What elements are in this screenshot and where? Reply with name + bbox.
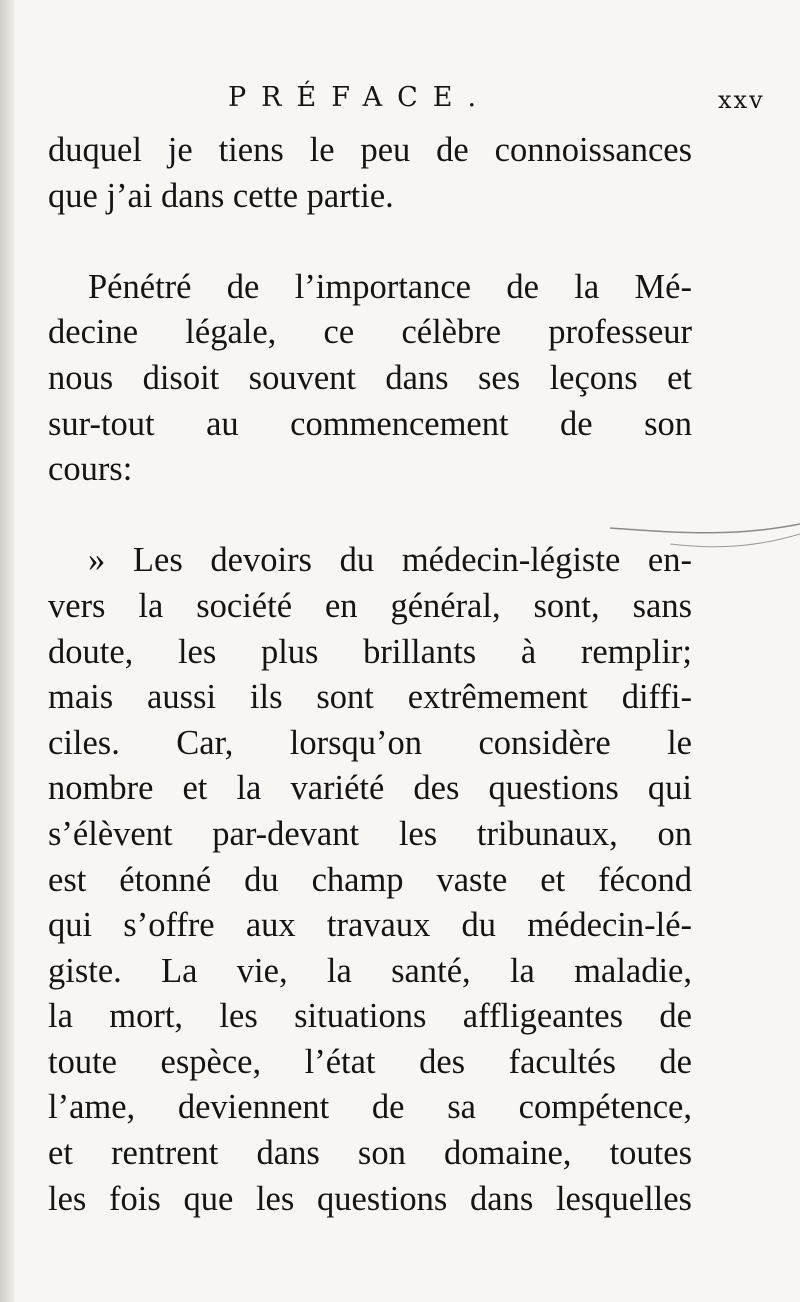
text-line: mais aussi ils sont extrêmement diffi-: [48, 678, 692, 717]
text-line: ciles. Car, lorsqu’on considère le: [48, 723, 692, 762]
body-text: [48, 128, 692, 1222]
text-line: que j’ai dans cette partie.: [48, 176, 394, 215]
text-line: nombre et la variété des questions qui: [48, 769, 692, 808]
text-line: toute espèce, l’état des facultés de: [48, 1042, 692, 1081]
text-line: cours:: [48, 450, 133, 489]
text-line: la mort, les situations affligeantes de: [48, 997, 692, 1036]
text-line: » Les devoirs du médecin-légiste en-: [88, 541, 692, 580]
text-line: giste. La vie, la santé, la maladie,: [48, 951, 692, 990]
page-number: xxv: [718, 86, 765, 114]
text-line: nous disoit souvent dans ses leçons et: [48, 358, 692, 397]
text-line: decine légale, ce célèbre professeur: [48, 313, 692, 352]
text-line: s’élèvent par-devant les tribunaux, on: [48, 814, 692, 853]
page-binding-edge: [0, 0, 14, 1302]
paragraph-gap: [48, 493, 692, 539]
paragraph-gap: [48, 219, 692, 265]
text-line: sur-tout au commencement de son: [48, 404, 692, 443]
text-line: est étonné du champ vaste et fécond: [48, 860, 692, 899]
running-title: PRÉFACE.: [228, 82, 492, 113]
text-line: doute, les plus brillants à remplir;: [48, 632, 692, 671]
text-line: les fois que les questions dans lesquelles: [48, 1179, 692, 1218]
text-line: vers la société en général, sont, sans: [48, 586, 692, 625]
page-header: [0, 82, 800, 122]
text-line: duquel je tiens le peu de connoissances: [48, 131, 692, 169]
text-line: Pénétré de l’importance de la Mé-: [88, 267, 692, 306]
text-line: l’ame, deviennent de sa compétence,: [48, 1088, 692, 1127]
text-line: et rentrent dans son domaine, toutes: [48, 1134, 692, 1173]
text-line: qui s’offre aux travaux du médecin-lé-: [48, 906, 692, 945]
